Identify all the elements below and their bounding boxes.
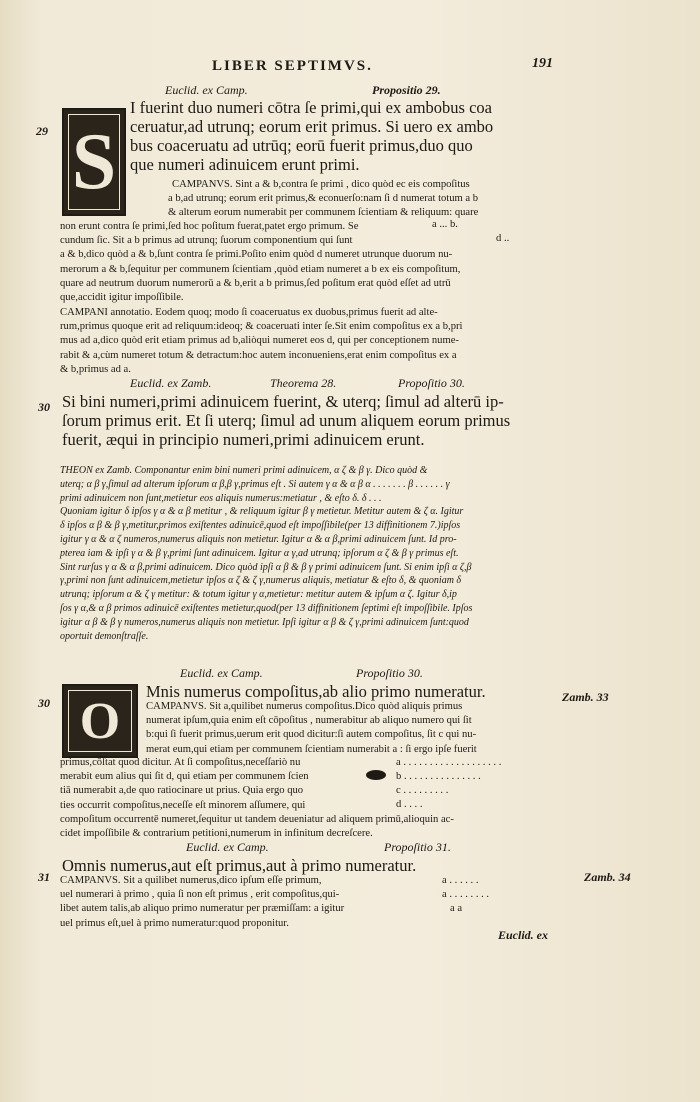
text-line: numerat ipſum,quia enim eſt cōpoſitus , numerabitur ab aliquo numero qui ſit: [146, 715, 472, 727]
text-line: igitur γ α & α ζ numeros,numerus aliquis non metietur. Igitur α & α β,primi adinuicem ſunt. Id pro-: [60, 533, 457, 545]
sec31-campanus: [60, 874, 344, 931]
text-line: oportuit demonſtraſſe.: [60, 630, 149, 642]
sec30z-margin-number: 30: [38, 400, 50, 414]
sec29-campanus-b: [168, 192, 478, 220]
sec29-diagram-ab: a ... b.: [432, 219, 458, 230]
text-line: pterea iam & ipſi γ α & β γ,primi ſunt adinuicem. Igitur α γ,ad utrunq; ipſorum α ζ & β γ primus eſt.: [60, 547, 459, 559]
sec30z-label-left: Euclid. ex Zamb.: [130, 376, 212, 390]
decorated-initial-s: S: [62, 108, 126, 216]
text-line: merabit eum alius qui ſit d, qui etiam per communem ſcien: [60, 771, 309, 783]
text-line: bus coaceruatu ad utrūq; eorū fuerit primus,duo quo: [130, 136, 473, 155]
text-line: uel numerari à primo , quia ſi non eſt primus , erit compoſitus,qui-: [60, 889, 340, 901]
text-line: non erunt contra ſe primi,ſed hoc poſitum fuerat,patet ergo primum. Se: [60, 221, 359, 232]
text-line: uel primus eſt,uel à primo numeratur:quod proponitur.: [60, 917, 289, 929]
sec29-proposition-text: [130, 98, 493, 174]
folio-number: 191: [532, 56, 553, 71]
sec30c-margin-number: 30: [38, 696, 50, 710]
text-line: a & b,dico quòd a & b,ſunt contra ſe primi.Poſito enim quòd d numeret utrunque duorum nu-: [60, 249, 453, 261]
sec29-margin-number: 29: [36, 124, 48, 138]
text-line: rabit & a,cùm numeret totum & detractum:hoc autem inconueniens,erat enim compoſitus ex a: [60, 349, 457, 361]
sec29-diagram-d: d ..: [496, 233, 510, 244]
text-line: CAMPANVS. Sit a quilibet numerus,dico ipſum eſſe primum,: [60, 875, 322, 886]
text-line: ſorum primus erit. Et ſi uterq; ſimul ad unum aliquem eorum primus: [62, 411, 511, 430]
sec29-campanus-a: [172, 178, 470, 192]
text-line: libet autem talis,ab aliquo primo numeratur per præmiſſam: a igitur: [60, 903, 345, 915]
sec30c-diagram-a: a . . . . . . . . . . . . . . . . . . .: [396, 757, 502, 768]
sec30z-label-right: Propoſitio 30.: [398, 376, 465, 390]
sec29-annotatio: [60, 306, 462, 377]
sec31-label-left: Euclid. ex Camp.: [186, 840, 269, 854]
sec30c-diagram-d: d . . . .: [396, 799, 423, 810]
text-line: CAMPANVS. Sit a,quilibet numerus compoſitus.Dico quòd aliquis primus: [146, 701, 463, 712]
text-line: ties occurrit compoſitus,neceſſe eſt minorem aſſumere, qui: [60, 799, 306, 811]
text-line: Si bini numeri,primi adinuicem fuerint, & uterq; ſimul ad alterū ip-: [62, 392, 504, 411]
text-line: cundum ſic. Sit a b primus ad utrunq; ſuorum componentium qui ſunt: [60, 235, 353, 247]
text-line: I fuerint duo numeri cōtra ſe primi,qui ex ambobus coa: [130, 98, 492, 117]
sec30z-label-mid: Theorema 28.: [270, 376, 337, 390]
catchword: Euclid. ex: [498, 928, 548, 942]
sec30c-diagram-c: c . . . . . . . . .: [396, 785, 449, 796]
sec30z-proposition-text: [62, 392, 510, 449]
text-line: δ ipſos α β & β γ,metitur,primos exiſtentes adinuicē,quod eſt impoſſibile(per 13 diffinitionem 7.)ipſos: [60, 520, 461, 532]
sec31-diagram-a3: a a: [450, 903, 463, 914]
text-line: fuerit, æqui in principio numeri,primi adinuicem erunt.: [62, 430, 425, 449]
sec30z-theon: [60, 464, 472, 643]
sec30c-diagram-b: b . . . . . . . . . . . . . . .: [396, 771, 481, 782]
text-line: mus ad a,dico quòd erit etiam primus ad b,aliòqui numeret eos d, qui per conceptionem nume-: [60, 335, 459, 347]
running-head: LIBER SEPTIMVS.: [212, 58, 373, 74]
text-line: que,accidit igitur impoſſibile.: [60, 292, 184, 304]
text-line: b:qui ſi fuerit primus,uerum erit quod dicitur:ſi autem compoſitus, ſit c qui nu-: [146, 729, 477, 741]
text-line: rum,primus quoque erit ad reliquum:ideoq; & coaceruati inter ſe.Sit enim compoſitus ex a b,pri: [60, 321, 463, 333]
text-line: merat eum,qui etiam per communem ſcientiam numerabit a : ſi ergo ipſe fuerit: [146, 743, 477, 755]
sec30c-side-reference: Zamb. 33: [562, 690, 609, 704]
sec31-side-reference: Zamb. 34: [584, 870, 631, 884]
text-line: merorum a & b,ſequitur per communem ſcientiam ,quòd etiam numeret a b ex eis compoſitum,: [60, 263, 461, 275]
sec29-label-left: Euclid. ex Camp.: [165, 83, 248, 97]
sec29-campanus-c: [60, 220, 460, 305]
decorated-initial-o: O: [62, 684, 138, 758]
text-line: THEON ex Zamb. Componantur enim bini numeri primi adinuicem, α ζ & β γ. Dico quòd &: [60, 465, 428, 476]
sec30c-campanus-a: [146, 700, 477, 757]
text-line: compoſitum occurrentē numeret,ſequitur ut tandem deueniatur ad aliquem primū,alioquin ac-: [60, 813, 454, 825]
text-line: & b,primus ad a.: [60, 363, 131, 375]
text-line: quare ad neutrum duorum numerorū a & b,erit a b primus,ſed poſitum erat quòd eſſet ad utrū: [60, 277, 451, 289]
sec31-proposition-head: Omnis numerus,aut eſt primus,aut à primo numeratur.: [62, 856, 417, 875]
text-line: CAMPANI annotatio. Eodem quoq; modo ſi coaceruatus ex duobus,primus fuerit ad alte-: [60, 307, 438, 318]
text-line: γ,primi non ſunt adinuicem,metietur ipſos α ζ & ζ γ,numerus aliquis, metiatur & eſto δ, & quoniam δ: [60, 575, 462, 587]
text-line: primi adinuicem non ſunt,metietur eos aliquis numerus:metiatur , & eſto δ. δ . . .: [60, 492, 382, 504]
sec31-margin-number: 31: [38, 870, 50, 884]
text-line: que numeri adinuicem erunt primi.: [130, 155, 360, 174]
pointing-hand-icon: [366, 770, 386, 780]
text-line: & alterum eorum numerabit per communem ſcientiam & reliquum: quare: [168, 207, 479, 219]
text-line: a b,ad utrunq; eorum erit primus,& econuerſo:nam ſi d numerat totum a b: [168, 193, 479, 204]
sec30c-campanus-b: [60, 756, 454, 841]
text-line: utrunq; ipſorum α & ζ γ metitur: & totum igitur γ α,metietur: metitur autem & ipſum α ζ. Igitur δ,ip: [60, 589, 457, 601]
text-line: CAMPANVS. Sint a & b,contra ſe primi , dico quòd ec eis compoſitus: [172, 179, 470, 190]
sec31-diagram-a2: a . . . . . . . .: [442, 889, 490, 900]
text-line: tiā numerabit a,de quo ratiocinare ut prius. Quia ergo quo: [60, 785, 304, 797]
sec30c-label-left: Euclid. ex Camp.: [180, 666, 263, 680]
text-line: cidet impoſſibile & contrarium petitioni,numerum in infinitum decreſcere.: [60, 828, 373, 840]
text-line: ſos γ α,& α β primos adinuicē exiſtentes metietur,quod(per 13 diffinitionem ſeptimi eſt impoſſibile. Ipſos: [60, 602, 473, 614]
sec30c-proposition-head: Mnis numerus compoſitus,ab alio primo numeratur.: [146, 682, 486, 701]
text-line: igitur α β & β γ numeros,numerus aliquis non metietur. Ipſi igitur α β & ζ γ,primi adinuicem ſunt:quod: [60, 616, 469, 628]
text-line: ceruatur,ad utrunq; eorum erit primus. Si uero ex ambo: [130, 117, 494, 136]
text-line: Sint rurſus γ α & α β,primi adinuicem. Dico quòd ipſi α β & β γ primi adinuicem ſunt. Si enim ipſi α ζ,β: [60, 561, 472, 573]
sec30c-label-right: Propoſitio 30.: [356, 666, 423, 680]
sec29-label-right: Propositio 29.: [372, 83, 441, 97]
text-line: primus,cōſtat quod dicitur. At ſi compoſitus,neceſſariò nu: [60, 757, 301, 768]
text-line: Quoniam igitur δ ipſos γ α & α β metitur , & reliquum igitur β γ metietur. Metitur autem & ζ α. Igitur: [60, 506, 464, 518]
sec31-label-right: Propoſitio 31.: [384, 840, 451, 854]
text-line: uterq; α β γ,ſimul ad alterum ipſorum α β,β γ,primus eſt . Si autem γ α & α β α . . . . . . . β . . . . . . γ: [60, 478, 450, 490]
sec31-diagram-a1: a . . . . . .: [442, 875, 479, 886]
